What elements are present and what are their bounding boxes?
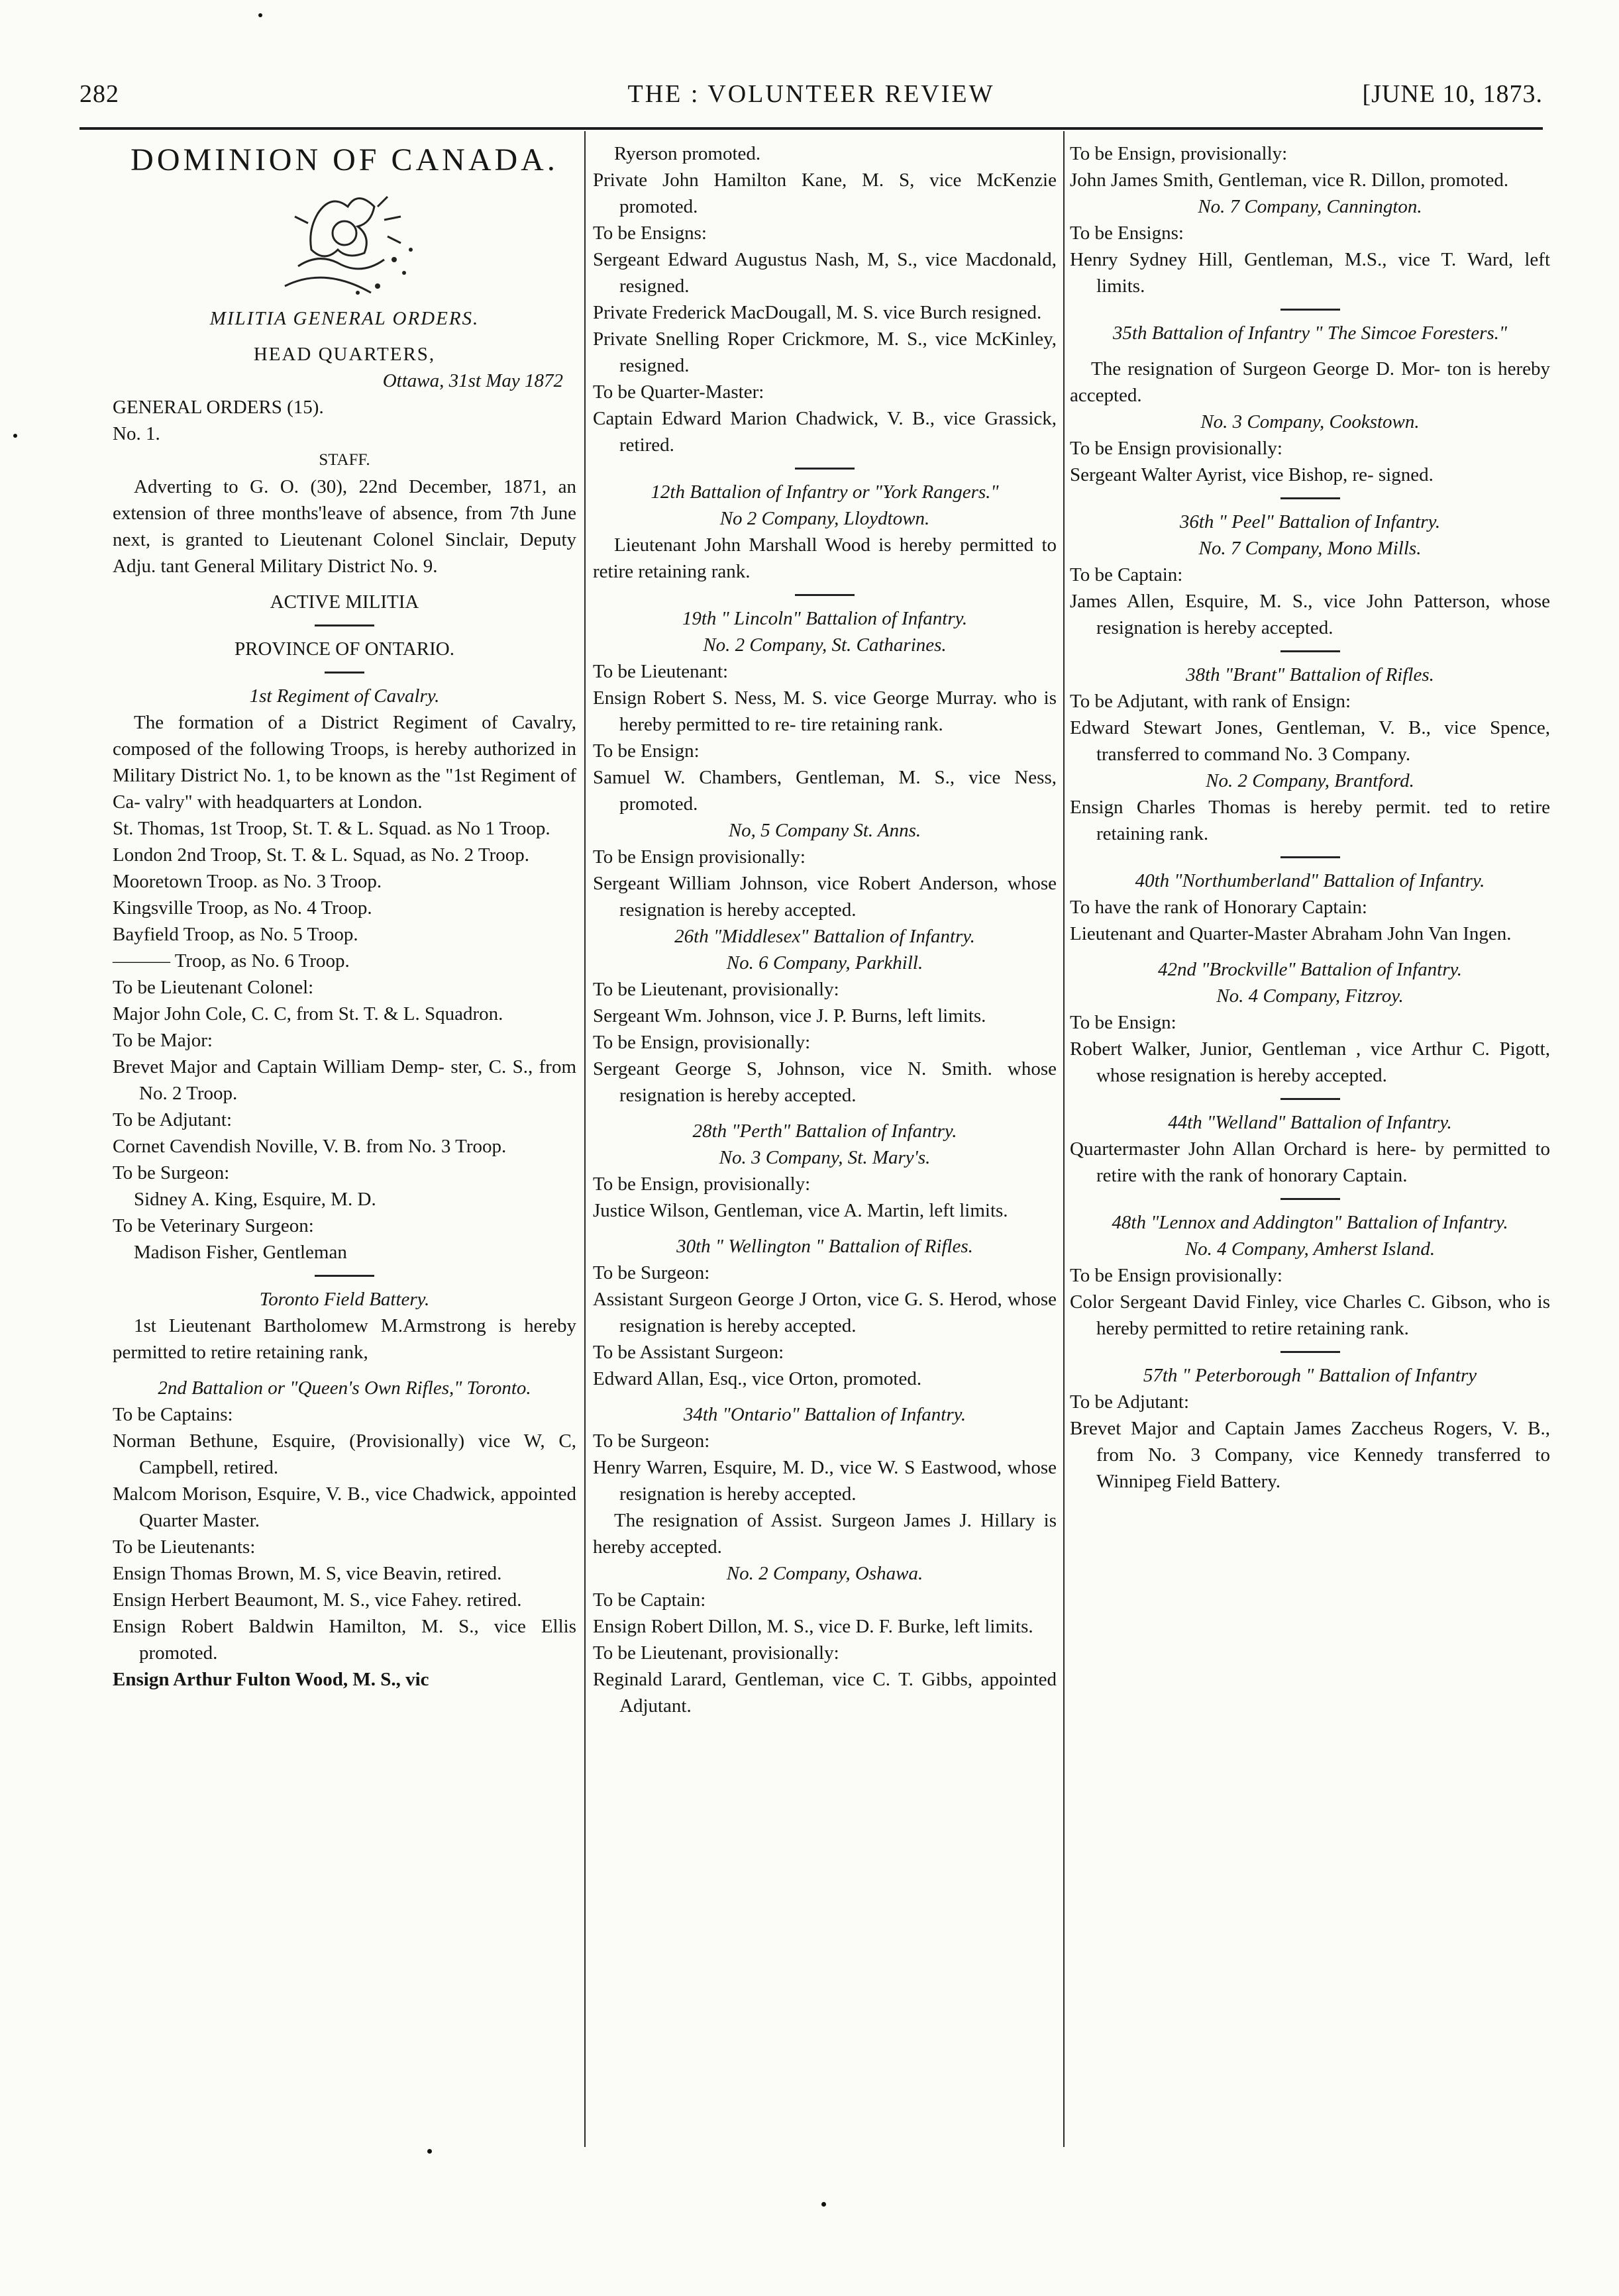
- appointment-text: Sergeant Walter Ayrist, vice Bishop, re- signed.: [1070, 464, 1434, 485]
- staff-heading: STAFF.: [319, 451, 370, 469]
- appointment-heading: To be Lieutenant, provisionally:: [593, 1642, 839, 1664]
- appointment-heading: To have the rank of Honorary Captain:: [1070, 897, 1367, 918]
- appointment-text: Ensign Charles Thomas is hereby permit. ted to retire retaining rank.: [1070, 797, 1550, 844]
- appointment-heading: To be Ensign:: [1070, 1012, 1176, 1033]
- divider: [1280, 497, 1340, 499]
- appointment-text: Ensign Herbert Beaumont, M. S., vice Fahey. retired.: [113, 1589, 522, 1611]
- company-heading: No. 7 Company, Cannington.: [1198, 196, 1422, 217]
- dateline: Ottawa, 31st May 1872: [382, 370, 563, 391]
- company-heading: No. 4 Company, Fitzroy.: [1216, 985, 1404, 1007]
- appointment-heading: To be Adjutant, with rank of Ensign:: [1070, 691, 1351, 712]
- battalion-heading: 12th Battalion of Infantry or "York Rangers.": [651, 481, 999, 503]
- head-quarters: HEAD QUARTERS,: [253, 344, 436, 365]
- appointment-heading: To be Adjutant:: [1070, 1391, 1190, 1413]
- appointment-heading: To be Quarter-Master:: [593, 381, 764, 403]
- company-heading: No. 2 Company, Oshawa.: [726, 1563, 923, 1584]
- section-subtitle: MILITIA GENERAL ORDERS.: [209, 308, 480, 329]
- divider: [795, 468, 855, 470]
- appointment-text: Private Frederick MacDougall, M. S. vice Burch resigned.: [593, 302, 1042, 323]
- company-heading: No. 6 Company, Parkhill.: [726, 952, 923, 973]
- appointment-heading: To be Captain:: [593, 1589, 706, 1611]
- divider: [1280, 309, 1340, 311]
- order-text: Quartermaster John Allan Orchard is here- by permitted to retire with the rank of honorary Captain.: [1070, 1138, 1550, 1186]
- appointment-heading: To be Assistant Surgeon:: [593, 1342, 784, 1363]
- print-speck: [821, 2202, 826, 2207]
- province-heading: PROVINCE OF ONTARIO.: [235, 638, 454, 660]
- appointment-text: Captain Edward Marion Chadwick, V. B., vice Grassick, retired.: [593, 408, 1057, 456]
- divider: [325, 672, 364, 674]
- appointment-text: Sergeant Edward Augustus Nash, M, S., vice Macdonald, resigned.: [593, 249, 1057, 297]
- appointment-heading: To be Ensign provisionally:: [593, 846, 806, 868]
- print-speck: [13, 434, 17, 438]
- battalion-heading: 38th "Brant" Battalion of Rifles.: [1186, 664, 1434, 685]
- cavalry-heading: 1st Regiment of Cavalry.: [249, 685, 440, 707]
- page-header: [79, 79, 1543, 121]
- appointment-text: Henry Warren, Esquire, M. D., vice W. S Eastwood, whose resignation is hereby accepted.: [593, 1457, 1057, 1505]
- appointment-heading: To be Ensign:: [593, 740, 700, 762]
- appointment-heading: To be Ensign provisionally:: [1070, 438, 1282, 459]
- general-orders: GENERAL ORDERS (15).: [113, 397, 324, 418]
- page-number: 282: [79, 80, 119, 108]
- appointment-heading: To be Ensign, provisionally:: [593, 1173, 811, 1195]
- masthead: DOMINION OF CANADA.: [131, 142, 558, 177]
- battery-heading: Toronto Field Battery.: [259, 1289, 430, 1310]
- company-heading: No. 3 Company, Cookstown.: [1200, 411, 1420, 432]
- company-heading: No, 5 Company St. Anns.: [728, 820, 921, 841]
- company-heading: No 2 Company, Lloydtown.: [719, 508, 930, 529]
- battalion-heading: 40th "Northumberland" Battalion of Infantry.: [1135, 870, 1485, 891]
- header-rule: [79, 127, 1543, 130]
- appointment-text: Sidney A. King, Esquire, M. D.: [134, 1189, 376, 1210]
- battalion-heading: 48th "Lennox and Addington" Battalion of Infantry.: [1112, 1212, 1508, 1233]
- appointment-heading: To be Captains:: [113, 1404, 233, 1425]
- troop-item: St. Thomas, 1st Troop, St. T. & L. Squad. as No 1 Troop.: [113, 818, 550, 839]
- appointment-text: Lieutenant and Quarter-Master Abraham John Van Ingen.: [1070, 923, 1512, 944]
- appointment-text: John James Smith, Gentleman, vice R. Dillon, promoted.: [1070, 170, 1509, 191]
- order-text: The resignation of Assist. Surgeon James J. Hillary is hereby accepted.: [593, 1510, 1057, 1558]
- battalion-heading: 34th "Ontario" Battalion of Infantry.: [683, 1404, 966, 1425]
- column-divider-1: [584, 131, 586, 2147]
- appointment-heading: To be Lieutenant, provisionally:: [593, 979, 839, 1000]
- appointment-text: Edward Stewart Jones, Gentleman, V. B., vice Spence, transferred to command No. 3 Company.: [1070, 717, 1550, 765]
- troop-item: Kingsville Troop, as No. 4 Troop.: [113, 897, 372, 919]
- appointment-heading: To be Ensign, provisionally:: [1070, 143, 1288, 164]
- company-heading: No. 7 Company, Mono Mills.: [1198, 538, 1422, 559]
- appointment-text: Reginald Larard, Gentleman, vice C. T. Gibbs, appointed Adjutant.: [593, 1669, 1057, 1717]
- appointment-heading: To be Ensign, provisionally:: [593, 1032, 811, 1053]
- battery-text: 1st Lieutenant Bartholomew M.Armstrong is hereby permitted to retire retaining rank,: [113, 1315, 576, 1363]
- appointment-text: Assistant Surgeon George J Orton, vice G. S. Herod, whose resignation is hereby accepted.: [593, 1289, 1057, 1336]
- battalion-heading: 28th "Perth" Battalion of Infantry.: [692, 1121, 957, 1142]
- divider: [1280, 1098, 1340, 1100]
- battalion-heading: 26th "Middlesex" Battalion of Infantry.: [674, 926, 975, 947]
- appointment-heading: To be Adjutant:: [113, 1109, 233, 1130]
- battalion-heading: 30th " Wellington " Battalion of Rifles.: [676, 1236, 973, 1257]
- appointment-heading: To be Captain:: [1070, 564, 1183, 585]
- divider: [1280, 1351, 1340, 1353]
- column-1: [113, 140, 576, 1693]
- appointment-text: Cornet Cavendish Noville, V. B. from No. 3 Troop.: [113, 1136, 507, 1157]
- appointment-heading: To be Surgeon:: [593, 1262, 710, 1283]
- order-number: No. 1.: [113, 423, 160, 444]
- divider: [1280, 856, 1340, 858]
- battalion-heading: 57th " Peterborough " Battalion of Infantry: [1143, 1365, 1477, 1386]
- appointment-text: Brevet Major and Captain James Zaccheus Rogers, V. B., from No. 3 Company, vice Kennedy transferred to Winnipeg Field Battery.: [1070, 1418, 1550, 1492]
- divider: [1280, 1198, 1340, 1200]
- appointment-text: Sergeant George S, Johnson, vice N. Smith. whose resignation is hereby accepted.: [593, 1058, 1057, 1106]
- appointment-text: Sergeant Wm. Johnson, vice J. P. Burns, left limits.: [593, 1005, 986, 1026]
- cavalry-text: The formation of a District Regiment of Cavalry, composed of the following Troops, is hereby authorized in Military District No. 1, to be known as the "1st Regiment of Ca- valry" with headquarters at London.: [113, 712, 576, 813]
- battalion-heading: 35th Battalion of Infantry " The Simcoe Foresters.": [1112, 323, 1508, 344]
- troop-item: ——— Troop, as No. 6 Troop.: [113, 950, 350, 972]
- appointment-text: Color Sergeant David Finley, vice Charles C. Gibson, who is hereby permitted to retire retaining rank.: [1070, 1291, 1550, 1339]
- appointment-heading: To be Ensign provisionally:: [1070, 1265, 1282, 1286]
- appointment-text: Madison Fisher, Gentleman: [134, 1242, 347, 1263]
- appointment-text: Robert Walker, Junior, Gentleman , vice Arthur C. Pigott, whose resignation is hereby accepted.: [1070, 1038, 1550, 1086]
- appointment-text: Edward Allan, Esq., vice Orton, promoted.: [593, 1368, 922, 1389]
- battalion-heading: 36th " Peel" Battalion of Infantry.: [1179, 511, 1441, 532]
- appointment-text: Norman Bethune, Esquire, (Provisionally) vice W, C, Campbell, retired.: [113, 1430, 576, 1478]
- appointment-text: Malcom Morison, Esquire, V. B., vice Chadwick, appointed Quarter Master.: [113, 1483, 576, 1531]
- print-speck: [427, 2149, 432, 2154]
- battalion-heading: 42nd "Brockville" Battalion of Infantry.: [1157, 959, 1462, 980]
- appointment-text: Sergeant William Johnson, vice Robert Anderson, whose resignation is hereby accepted.: [593, 873, 1057, 921]
- column-divider-2: [1063, 131, 1065, 2147]
- appointment-heading: To be Lieutenants:: [113, 1536, 256, 1558]
- coat-of-arms-icon: [245, 187, 444, 303]
- battalion-heading: 19th " Lincoln" Battalion of Infantry.: [682, 608, 968, 629]
- company-heading: No. 2 Company, St. Catharines.: [703, 634, 947, 656]
- appointment-text: Samuel W. Chambers, Gentleman, M. S., vice Ness, promoted.: [593, 767, 1057, 815]
- continued-text: Ryerson promoted.: [614, 143, 761, 164]
- troop-item: Mooretown Troop. as No. 3 Troop.: [113, 871, 382, 892]
- divider: [315, 624, 374, 626]
- divider: [315, 1275, 374, 1277]
- order-text: The resignation of Surgeon George D. Mor- ton is hereby accepted.: [1070, 358, 1550, 406]
- appointment-heading: To be Surgeon:: [113, 1162, 230, 1183]
- appointment-heading: To be Veterinary Surgeon:: [113, 1215, 314, 1236]
- appointment-text: Ensign Arthur Fulton Wood, M. S., vic: [113, 1669, 429, 1690]
- appointment-heading: To be Surgeon:: [593, 1430, 710, 1452]
- divider: [1280, 650, 1340, 652]
- appointment-heading: To be Ensigns:: [593, 223, 707, 244]
- divider: [795, 594, 855, 596]
- troop-item: Bayfield Troop, as No. 5 Troop.: [113, 924, 358, 945]
- column-3: [1070, 140, 1550, 1495]
- appointment-text: Ensign Robert Baldwin Hamilton, M. S., vice Ellis promoted.: [113, 1616, 576, 1664]
- appointment-text: Private Snelling Roper Crickmore, M. S., vice McKinley, resigned.: [593, 328, 1057, 376]
- company-heading: No. 4 Company, Amherst Island.: [1184, 1238, 1436, 1260]
- staff-text: Adverting to G. O. (30), 22nd December, 1871, an extension of three months'leave of absence, from 7th June next, is granted to Lieutenant Colonel Sinclair, Deputy Adju. tant General Military District No. 9.: [113, 476, 576, 577]
- troop-item: London 2nd Troop, St. T. & L. Squad, as No. 2 Troop.: [113, 844, 529, 866]
- issue-date: [JUNE 10, 1873.: [1362, 80, 1543, 108]
- appointment-text: Private John Hamilton Kane, M. S, vice McKenzie promoted.: [593, 170, 1057, 217]
- print-speck: [258, 13, 262, 17]
- appointment-heading: To be Ensigns:: [1070, 223, 1184, 244]
- battalion-heading: 44th "Welland" Battalion of Infantry.: [1168, 1112, 1452, 1133]
- appointment-text: Henry Sydney Hill, Gentleman, M.S., vice T. Ward, left limits.: [1070, 249, 1550, 297]
- appointment-text: Brevet Major and Captain William Demp- ster, C. S., from No. 2 Troop.: [113, 1056, 576, 1104]
- company-heading: No. 2 Company, Brantford.: [1206, 770, 1414, 791]
- appointment-text: Ensign Robert Dillon, M. S., vice D. F. Burke, left limits.: [593, 1616, 1033, 1637]
- publication-title: THE : VOLUNTEER REVIEW: [627, 80, 995, 108]
- column-2: [593, 140, 1057, 1719]
- appointment-heading: To be Lieutenant:: [593, 661, 729, 682]
- appointment-text: James Allen, Esquire, M. S., vice John Patterson, whose resignation is hereby accepted.: [1070, 591, 1550, 638]
- appointment-text: Justice Wilson, Gentleman, vice A. Martin, left limits.: [593, 1200, 1008, 1221]
- appointment-heading: To be Lieutenant Colonel:: [113, 977, 314, 998]
- qor-heading: 2nd Battalion or "Queen's Own Rifles," Toronto.: [158, 1377, 531, 1399]
- order-text: Lieutenant John Marshall Wood is hereby permitted to retire retaining rank.: [593, 534, 1057, 582]
- active-militia-heading: ACTIVE MILITIA: [270, 591, 419, 613]
- appointment-text: Major John Cole, C. C, from St. T. & L. Squadron.: [113, 1003, 503, 1024]
- appointment-heading: To be Major:: [113, 1030, 213, 1051]
- company-heading: No. 3 Company, St. Mary's.: [719, 1147, 931, 1168]
- appointment-text: Ensign Thomas Brown, M. S, vice Beavin, retired.: [113, 1563, 502, 1584]
- appointment-text: Ensign Robert S. Ness, M. S. vice George Murray. who is hereby permitted to re- tire retaining rank.: [593, 687, 1057, 735]
